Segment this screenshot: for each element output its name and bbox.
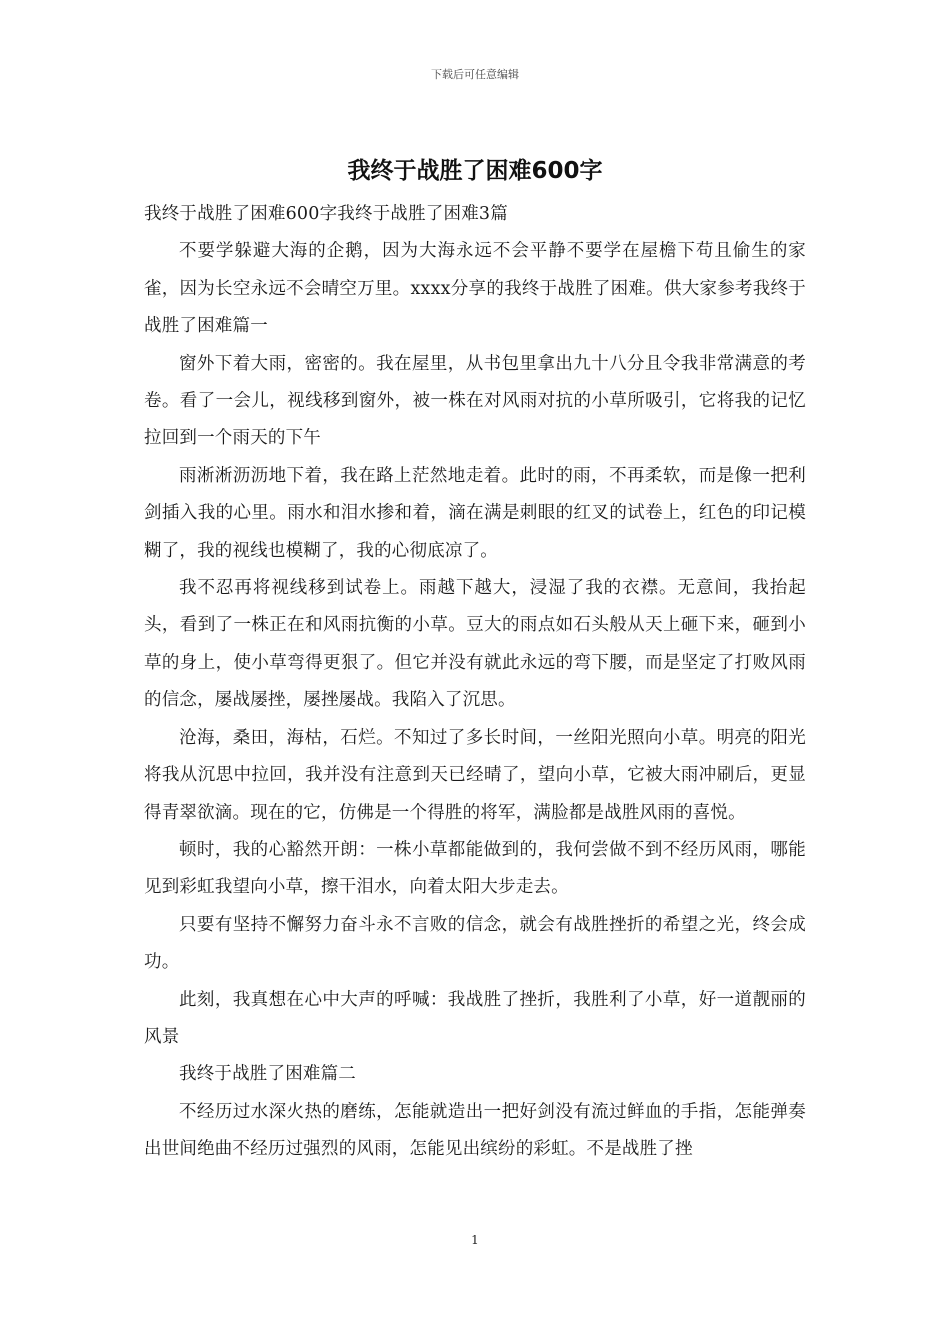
paragraph: 沧海，桑田，海枯，石烂。不知过了多长时间，一丝阳光照向小草。明亮的阳光将我从沉思中拉回，我并没有注意到天已经晴了，望向小草，它被大雨冲刷后，更显得青翠欲滴。现在的它，仿佛是一个得胜的将军，满脸都是战胜风雨的喜悦。 [144, 727, 806, 823]
header-note: 下载后可任意编辑 [431, 68, 519, 81]
paragraph: 我不忍再将视线移到试卷上。雨越下越大，浸湿了我的衣襟。无意间，我抬起头，看到了一株正在和风雨抗衡的小草。豆大的雨点如石头般从天上砸下来，砸到小草的身上，使小草弯得更狠了。但它并没有就此永远的弯下腰，而是坚定了打败风雨的信念，屡战屡挫，屡挫屡战。我陷入了沉思。 [144, 578, 806, 711]
paragraph: 不经历过水深火热的磨练，怎能就造出一把好剑没有流过鲜血的手指，怎能弹奏出世间绝曲不经历过强烈的风雨，怎能见出缤纷的彩虹。不是战胜了挫 [144, 1101, 806, 1160]
page-number: 1 [471, 1233, 479, 1247]
paragraph: 雨淅淅沥沥地下着，我在路上茫然地走着。此时的雨，不再柔软，而是像一把利剑插入我的心里。雨水和泪水掺和着，滴在满是刺眼的红叉的试卷上，红色的印记模糊了，我的视线也模糊了，我的心彻底凉了。 [144, 465, 806, 561]
subtitle-line: 我终于战胜了困难600字我终于战胜了困难3篇 [144, 204, 508, 224]
paragraph: 顿时，我的心豁然开朗：一株小草都能做到的，我何尝做不到不经历风雨，哪能见到彩虹我望向小草，擦干泪水，向着太阳大步走去。 [144, 839, 806, 898]
paragraph: 此刻，我真想在心中大声的呼喊：我战胜了挫折，我胜利了小草，好一道靓丽的风景 [144, 989, 806, 1047]
document-body [144, 196, 806, 1169]
paragraph-intro: 不要学躲避大海的企鹅，因为大海永远不会平静不要学在屋檐下苟且偷生的家雀，因为长空永远不会晴空万里。xxxx分享的我终于战胜了困难。供大家参考我终于战胜了困难篇一 [144, 241, 806, 337]
paragraph: 窗外下着大雨，密密的。我在屋里，从书包里拿出九十八分且令我非常满意的考卷。看了一会儿，视线移到窗外，被一株在对风雨对抗的小草所吸引，它将我的记忆拉回到一个雨天的下午 [144, 353, 806, 449]
paragraph: 只要有坚持不懈努力奋斗永不言败的信念，就会有战胜挫折的希望之光，终会成功。 [144, 914, 806, 973]
section-heading: 我终于战胜了困难篇二 [179, 1064, 356, 1085]
document-title: 我终于战胜了困难600字 [347, 158, 603, 184]
